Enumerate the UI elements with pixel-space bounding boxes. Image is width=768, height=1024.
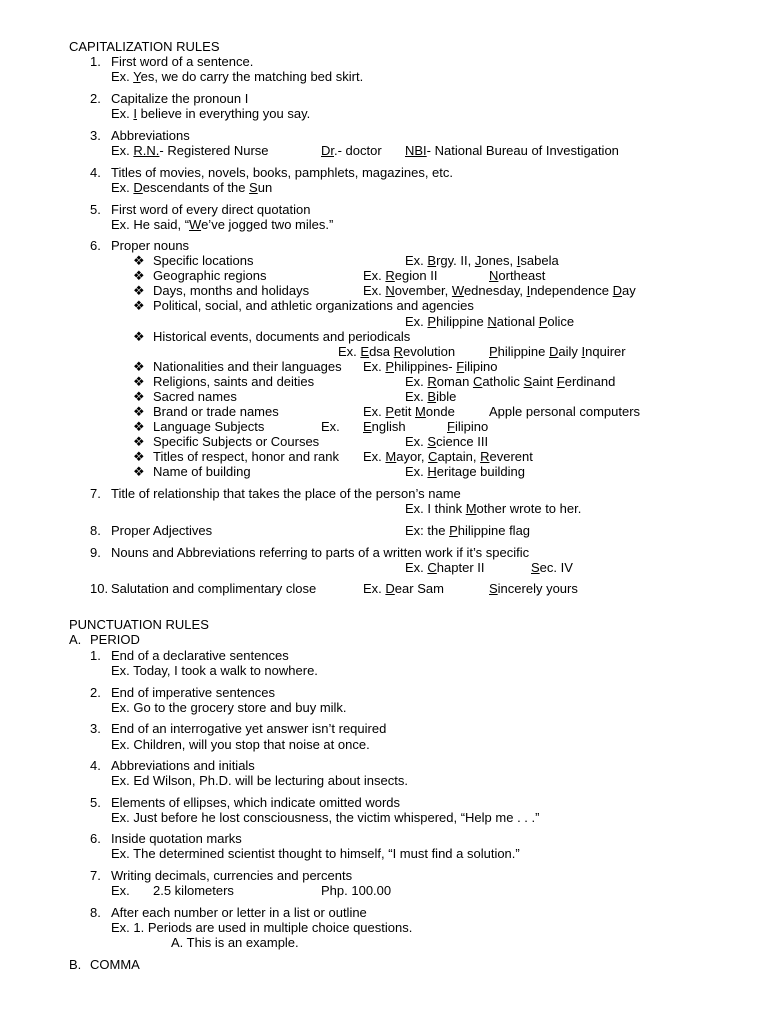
rule-text: Writing decimals, currencies and percents xyxy=(111,868,353,883)
subsection-letter: A. xyxy=(69,632,82,647)
bullet-example: Ex. Roman Catholic Saint Ferdinand xyxy=(405,374,616,389)
rule-number: 3. xyxy=(90,721,101,736)
rule-number: 1. xyxy=(90,648,101,663)
rule-text: Title of relationship that takes the place of the person’s name xyxy=(111,486,461,501)
bullet-example: English xyxy=(363,419,406,434)
bullet-label: Political, social, and athletic organizations and agencies xyxy=(153,298,474,313)
rule-text: Titles of movies, novels, books, pamphlets, magazines, etc. xyxy=(111,165,454,180)
rule-example: 2.5 kilometers xyxy=(153,883,234,898)
rule-example: Ex. Chapter II xyxy=(405,560,485,575)
rule-example: Ex. He said, “We’ve jogged two miles.” xyxy=(111,217,334,232)
rule-example: Ex: the Philippine flag xyxy=(405,523,531,538)
rule-text: Abbreviations xyxy=(111,128,190,143)
rule-text: End of imperative sentences xyxy=(111,685,276,700)
rule-text: Abbreviations and initials xyxy=(111,758,255,773)
bullet-example: Ex. Philippines- Filipino xyxy=(363,359,498,374)
subsection-title: COMMA xyxy=(90,957,140,972)
bullet-icon: ❖ xyxy=(133,449,145,464)
rule-example: Ex. xyxy=(111,883,130,898)
rule-number: 2. xyxy=(90,685,101,700)
rule-number: 1. xyxy=(90,54,101,69)
rule-text: Salutation and complimentary close xyxy=(111,581,317,596)
rule-example: Ex. I believe in everything you say. xyxy=(111,106,311,121)
bullet-icon: ❖ xyxy=(133,329,145,344)
rule-number: 5. xyxy=(90,202,101,217)
rule-example: Ex. Today, I took a walk to nowhere. xyxy=(111,663,318,678)
rule-example: Ex. Just before he lost consciousness, the victim whispered, “Help me . . .” xyxy=(111,810,540,825)
bullet-label: Language Subjects xyxy=(153,419,265,434)
bullet-example: Northeast xyxy=(489,268,546,283)
bullet-example: Ex. Mayor, Captain, Reverent xyxy=(363,449,533,464)
bullet-example: Ex. Region II xyxy=(363,268,438,283)
rule-number: 10. xyxy=(90,581,109,596)
bullet-label: Historical events, documents and periodicals xyxy=(153,329,411,344)
rule-example: Ex. Children, will you stop that noise at once. xyxy=(111,737,370,752)
rule-number: 3. xyxy=(90,128,101,143)
bullet-example: Ex. Petit Monde xyxy=(363,404,455,419)
bullet-label: Titles of respect, honor and rank xyxy=(153,449,339,464)
bullet-icon: ❖ xyxy=(133,253,145,268)
rule-number: 4. xyxy=(90,165,101,180)
bullet-example: Ex. November, Wednesday, Independence Day xyxy=(363,283,636,298)
bullet-example: Ex. Edsa Revolution xyxy=(338,344,456,359)
rule-example: Dr.- doctor xyxy=(321,143,382,158)
subsection-title: PERIOD xyxy=(90,632,140,647)
bullet-icon: ❖ xyxy=(133,419,145,434)
subsection-letter: B. xyxy=(69,957,82,972)
rule-number: 6. xyxy=(90,238,101,253)
rule-number: 7. xyxy=(90,486,101,501)
bullet-icon: ❖ xyxy=(133,404,145,419)
rule-example: Ex. Yes, we do carry the matching bed skirt. xyxy=(111,69,364,84)
rule-number: 6. xyxy=(90,831,101,846)
rule-text: End of an interrogative yet answer isn’t required xyxy=(111,721,387,736)
bullet-icon: ❖ xyxy=(133,359,145,374)
rule-text: After each number or letter in a list or outline xyxy=(111,905,367,920)
bullet-label: Days, months and holidays xyxy=(153,283,310,298)
rule-example: Ex. I think Mother wrote to her. xyxy=(405,501,582,516)
bullet-label: Specific locations xyxy=(153,253,254,268)
bullet-label: Nationalities and their languages xyxy=(153,359,342,374)
bullet-example: Filipino xyxy=(447,419,489,434)
bullet-example: Apple personal computers xyxy=(489,404,641,419)
rule-number: 8. xyxy=(90,523,101,538)
bullet-icon: ❖ xyxy=(133,283,145,298)
rule-example: Sincerely yours xyxy=(489,581,578,596)
rule-number: 5. xyxy=(90,795,101,810)
bullet-label: Geographic regions xyxy=(153,268,267,283)
rule-number: 8. xyxy=(90,905,101,920)
rule-example: Ex. The determined scientist thought to himself, “I must find a solution.” xyxy=(111,846,520,861)
bullet-icon: ❖ xyxy=(133,298,145,313)
rule-text: Inside quotation marks xyxy=(111,831,242,846)
bullet-example: Ex. Bible xyxy=(405,389,457,404)
bullet-label: Religions, saints and deities xyxy=(153,374,315,389)
rule-text: First word of every direct quotation xyxy=(111,202,311,217)
rule-text: Nouns and Abbreviations referring to parts of a written work if it’s specific xyxy=(111,545,530,560)
rule-number: 2. xyxy=(90,91,101,106)
section-title: CAPITALIZATION RULES xyxy=(69,39,220,54)
bullet-example: Ex. Heritage building xyxy=(405,464,525,479)
rule-text: End of a declarative sentences xyxy=(111,648,289,663)
rule-example: A. This is an example. xyxy=(171,935,299,950)
bullet-label: Name of building xyxy=(153,464,251,479)
bullet-icon: ❖ xyxy=(133,464,145,479)
bullet-label: Specific Subjects or Courses xyxy=(153,434,320,449)
rule-example: Sec. IV xyxy=(531,560,573,575)
bullet-icon: ❖ xyxy=(133,374,145,389)
rule-text: Capitalize the pronoun I xyxy=(111,91,249,106)
bullet-icon: ❖ xyxy=(133,434,145,449)
bullet-example: Ex. Science III xyxy=(405,434,489,449)
rule-example: Php. 100.00 xyxy=(321,883,392,898)
rule-text: First word of a sentence. xyxy=(111,54,254,69)
rule-number: 4. xyxy=(90,758,101,773)
rule-text: Proper nouns xyxy=(111,238,190,253)
rule-number: 7. xyxy=(90,868,101,883)
rule-example: Ex. Go to the grocery store and buy milk. xyxy=(111,700,347,715)
bullet-example: Ex. Philippine National Police xyxy=(405,314,575,329)
rule-example: NBI- National Bureau of Investigation xyxy=(405,143,619,158)
rule-number: 9. xyxy=(90,545,101,560)
rule-text: Elements of ellipses, which indicate omitted words xyxy=(111,795,401,810)
rule-example: Ex. Descendants of the Sun xyxy=(111,180,273,195)
rule-example: Ex. Dear Sam xyxy=(363,581,444,596)
bullet-label: Sacred names xyxy=(153,389,237,404)
section-title: PUNCTUATION RULES xyxy=(69,617,209,632)
bullet-example: Philippine Daily Inquirer xyxy=(489,344,626,359)
rule-text: Proper Adjectives xyxy=(111,523,213,538)
bullet-icon: ❖ xyxy=(133,389,145,404)
rule-example: Ex. R.N.- Registered Nurse xyxy=(111,143,269,158)
bullet-example: Ex. Brgy. II, Jones, Isabela xyxy=(405,253,559,268)
bullet-icon: ❖ xyxy=(133,268,145,283)
rule-example: Ex. 1. Periods are used in multiple choice questions. xyxy=(111,920,413,935)
bullet-label: Brand or trade names xyxy=(153,404,279,419)
rule-example: Ex. Ed Wilson, Ph.D. will be lecturing about insects. xyxy=(111,773,408,788)
bullet-example: Ex. xyxy=(321,419,340,434)
